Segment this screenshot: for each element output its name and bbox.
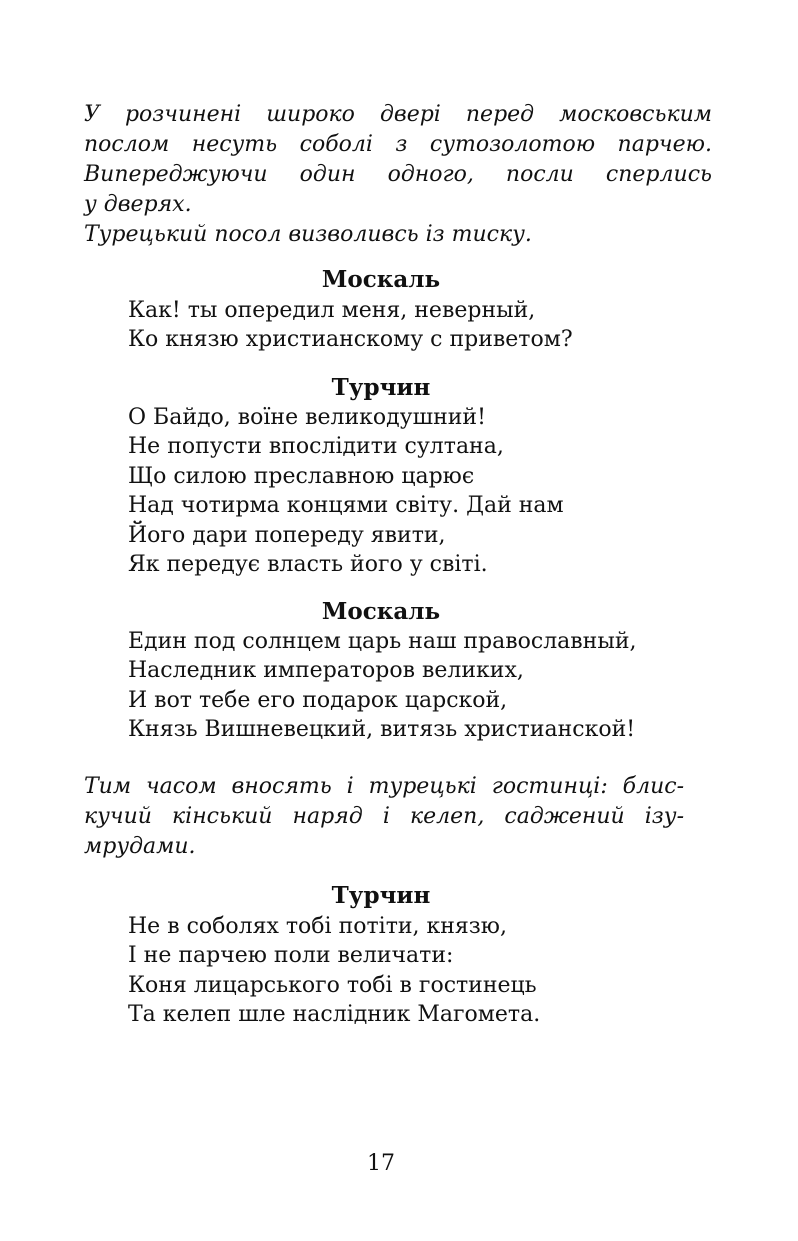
stage-direction-opening bbox=[84, 100, 712, 250]
verse-line: Коня лицарського тобі в гостинець bbox=[128, 972, 537, 998]
verse-line: Над чотирма концями світу. Дай нам bbox=[128, 493, 564, 519]
verse-line: Не попусти впослідити султана, bbox=[128, 434, 504, 460]
page-number: 17 bbox=[367, 1151, 395, 1176]
verse-line: Ко князю христианскому с приветом? bbox=[128, 327, 573, 353]
stage-line: У розчинені широко двері перед московським bbox=[84, 102, 712, 127]
verse-block bbox=[128, 627, 728, 745]
verse-line: Един под солнцем царь наш православный, bbox=[128, 629, 637, 654]
verse-line: Князь Вишневецкий, витязь христианской! bbox=[128, 717, 636, 743]
stage-line: мрудами. bbox=[84, 834, 196, 859]
verse-line: Наследник императоров великих, bbox=[128, 658, 524, 684]
stage-line: послом несуть соболі з сутозолотою парчею. bbox=[84, 132, 712, 157]
verse-line: Та келеп шле наслідник Магомета. bbox=[128, 1002, 541, 1028]
verse-line: Не в соболях тобі потіти, князю, bbox=[128, 914, 507, 939]
verse-line: И вот тебе его подарок царской, bbox=[128, 687, 508, 713]
stage-direction-gifts bbox=[84, 772, 684, 862]
stage-line: Тим часом вносять і турецькі гостинці: блис- bbox=[84, 774, 684, 799]
verse-line: Как! ты опередил меня, неверный, bbox=[128, 298, 536, 323]
verse-line: О Байдо, воїне великодушний! bbox=[128, 405, 486, 430]
stage-line: кучий кінський наряд і келеп, саджений ізу- bbox=[84, 804, 684, 829]
stage-line: Турецький посол визволивсь із тиску. bbox=[84, 222, 532, 247]
speaker-name: Москаль bbox=[321, 266, 441, 293]
verse-line: І не парчею поли величати: bbox=[128, 943, 454, 969]
verse-block bbox=[128, 296, 728, 355]
verse-line: Його дари попереду явити, bbox=[128, 522, 446, 548]
verse-block bbox=[128, 912, 728, 1030]
verse-line: Що силою преславною царює bbox=[128, 463, 475, 489]
verse-block bbox=[128, 403, 728, 579]
stage-line: Випереджуючи один одного, посли сперлись bbox=[84, 162, 712, 187]
speaker-name: Турчин bbox=[331, 374, 431, 401]
stage-line: у дверях. bbox=[84, 192, 192, 217]
speaker-name: Москаль bbox=[321, 598, 441, 625]
verse-line: Як передує власть його у світі. bbox=[128, 552, 488, 578]
speaker-name: Турчин bbox=[331, 882, 431, 909]
